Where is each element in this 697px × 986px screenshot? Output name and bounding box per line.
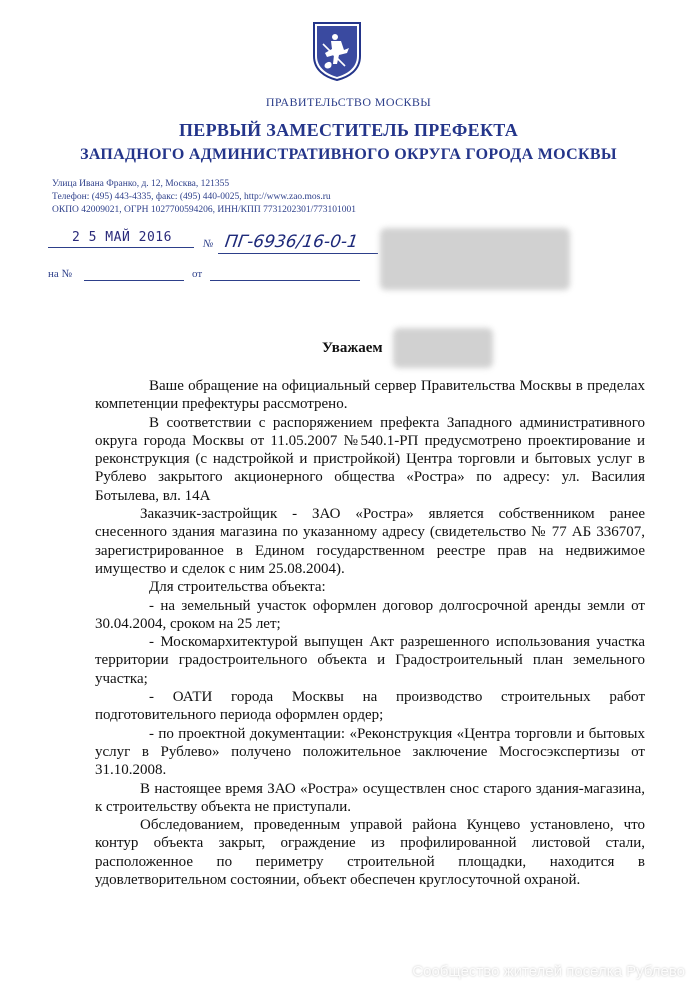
letter-body: [95, 377, 645, 889]
paragraph: В соответствии с распоряжением префекта Западного административного округа города Москвы от 11.05.2007 №540.1-РП предусмотрено проектирование и реконструкция (с надстройкой и пристройкой) Центра торговли и бытовых услуг в Рублево закрытого акционерного общества «Ростра» по адресу: ул. Василия Ботылева, вл. 14А: [95, 414, 645, 504]
redacted-name: [393, 328, 493, 368]
reply-date-underline: [210, 280, 360, 281]
letterhead-title: ПЕРВЫЙ ЗАМЕСТИТЕЛЬ ПРЕФЕКТА: [179, 120, 518, 140]
greeting: Уважаем: [322, 340, 383, 356]
date-stamp: 2 5 МАЙ 2016: [72, 230, 172, 245]
reply-to-underline: [84, 280, 184, 281]
paragraph: Ваше обращение на официальный сервер Правительства Москвы в пределах компетенции префектуры рассмотрено.: [95, 378, 645, 413]
reply-date-label: от: [192, 268, 203, 280]
codes-line: ОКПО 42009021, ОГРН 1027700594206, ИНН/КПП 7731202301/773101001: [52, 205, 356, 215]
paragraph: Обследованием, проведенным управой района Кунцево установлено, что контур объекта закрыт, ограждение из профилированной листовой стали, расположенное по периметру строительной площадки, находится в удовлетворительном состоянии, объект обеспечен круглосуточной охраной.: [95, 817, 645, 889]
reply-to-label: на №: [48, 268, 73, 280]
list-item: - на земельный участок оформлен договор долгосрочной аренды земли от 30.04.2004, сроком на 25 лет;: [95, 597, 645, 632]
number-label: №: [203, 238, 214, 250]
date-underline: [48, 247, 194, 248]
number-underline: [218, 253, 378, 254]
list-item: - по проектной документации: «Реконструкция «Центра торговли и бытовых услуг в Рублево» получено положительное заключение Мосгосэкспертизы от 31.10.2008.: [95, 725, 645, 779]
letterhead-subtitle: ЗАПАДНОГО АДМИНИСТРАТИВНОГО ОКРУГА ГОРОДА МОСКВЫ: [80, 146, 617, 163]
redacted-recipient: [380, 228, 570, 290]
handwritten-reference-number: ПГ-6936/16-0-1: [223, 232, 360, 252]
list-item: - ОАТИ города Москвы на производство строительных работ подготовительного периода оформлен ордер;: [95, 689, 645, 724]
contact-block: [52, 178, 356, 217]
watermark: Сообщество жителей поселка Рублево: [412, 963, 685, 980]
paragraph: Для строительства объекта:: [149, 579, 326, 596]
government-name: ПРАВИТЕЛЬСТВО МОСКВЫ: [265, 95, 432, 109]
paragraph: В настоящее время ЗАО «Ростра» осуществлен снос старого здания-магазина, к строительству объекта не приступали.: [95, 780, 645, 815]
address-line: Улица Ивана Франко, д. 12, Москва, 121355: [52, 179, 230, 189]
phone-line: Телефон: (495) 443-4335, факс: (495) 440-0025, http://www.zao.mos.ru: [52, 192, 331, 202]
list-item: - Москомархитектурой выпущен Акт разрешенного использования участка территории градостроительного объекта и Градостроительный план земельного участка;: [95, 634, 645, 687]
moscow-coat-of-arms-icon: [311, 20, 363, 82]
paragraph: Заказчик-застройщик - ЗАО «Ростра» является собственником ранее снесенного здания магазина по указанному адресу (свидетельство № 77 АБ 336707, зарегистрированное в Едином государственном реестре прав на недвижимое имущество и сделок с ним 25.08.2004).: [95, 506, 645, 577]
